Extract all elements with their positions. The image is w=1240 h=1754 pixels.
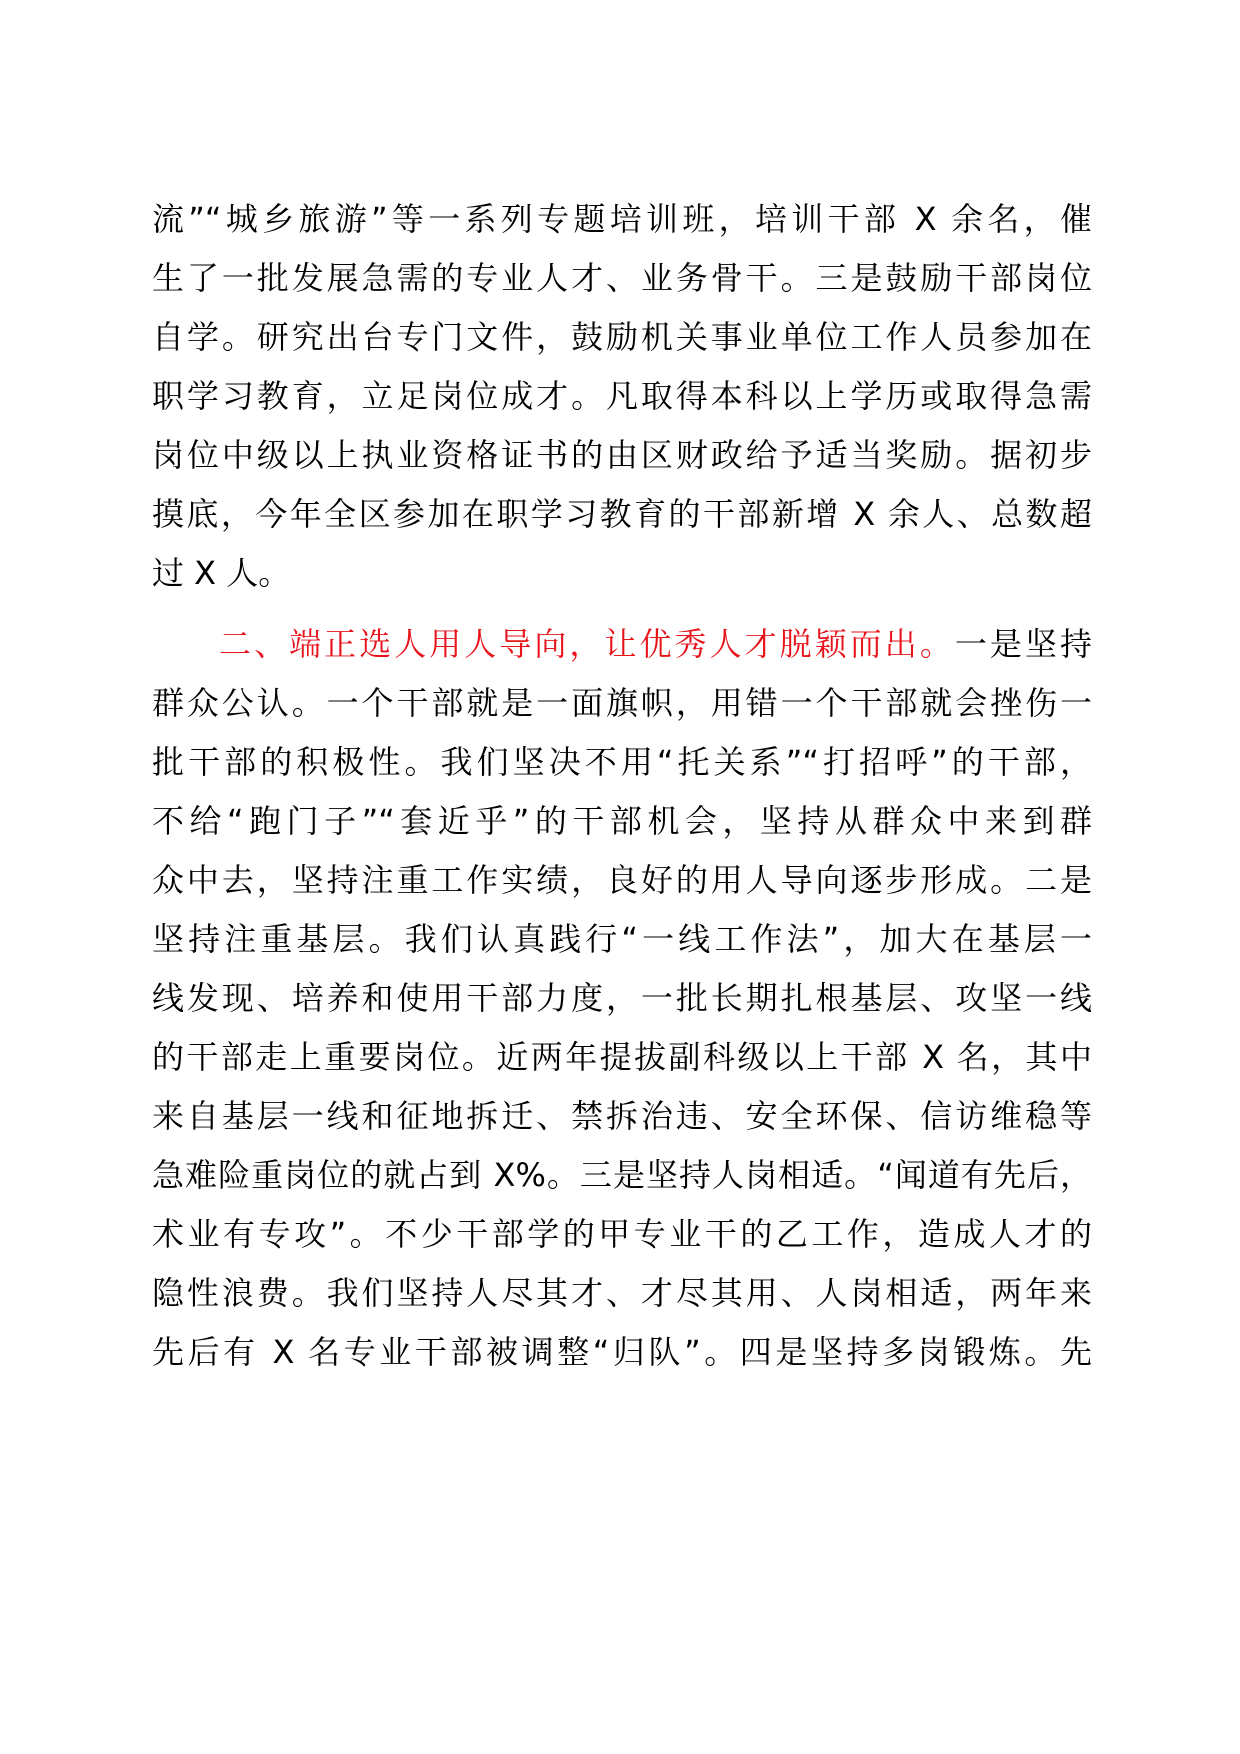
text-line: 来自基层一线和征地拆迁、禁拆治违、安全环保、信访维稳等	[152, 1097, 1092, 1135]
text-line: 摸底，今年全区参加在职学习教育的干部新增 X 余人、总数超	[152, 495, 1092, 533]
text-line: 过 X 人。	[152, 554, 291, 592]
text-line: 自学。研究出台专门文件，鼓励机关事业单位工作人员参加在	[152, 318, 1092, 356]
text-line: 先后有 X 名专业干部被调整“归队”。四是坚持多岗锻炼。先	[152, 1333, 1092, 1371]
heading-trailing-text: 一是坚持	[954, 625, 1092, 663]
text-line: 职学习教育，立足岗位成才。凡取得本科以上学历或取得急需	[152, 377, 1092, 415]
section-heading: 二、端正选人用人导向，让优秀人才脱颖而出。	[216, 625, 955, 663]
text-line: 群众公认。一个干部就是一面旗帜，用错一个干部就会挫伤一	[152, 684, 1092, 722]
text-line: 线发现、培养和使用干部力度，一批长期扎根基层、攻坚一线	[152, 979, 1092, 1017]
paragraph-first-line	[152, 614, 1092, 674]
text-line: 众中去，坚持注重工作实绩，良好的用人导向逐步形成。二是	[152, 861, 1092, 899]
text-line: 急难险重岗位的就占到 X%。三是坚持人岗相适。“闻道有先后，	[152, 1156, 1092, 1194]
text-line: 批干部的积极性。我们坚决不用“托关系”“打招呼”的干部，	[152, 743, 1092, 781]
text-line: 岗位中级以上执业资格证书的由区财政给予适当奖励。据初步	[152, 436, 1092, 474]
text-line: 流”“城乡旅游”等一系列专题培训班，培训干部 X 余名，催	[152, 200, 1092, 238]
text-line: 坚持注重基层。我们认真践行“一线工作法”，加大在基层一	[152, 920, 1092, 958]
text-line: 不给“跑门子”“套近乎”的干部机会，坚持从群众中来到群	[152, 802, 1092, 840]
text-line: 的干部走上重要岗位。近两年提拔副科级以上干部 X 名，其中	[152, 1038, 1092, 1076]
text-line: 生了一批发展急需的专业人才、业务骨干。三是鼓励干部岗位	[152, 259, 1092, 297]
text-line: 术业有专攻”。不少干部学的甲专业干的乙工作，造成人才的	[152, 1215, 1092, 1253]
text-line: 隐性浪费。我们坚持人尽其才、才尽其用、人岗相适，两年来	[152, 1274, 1092, 1312]
